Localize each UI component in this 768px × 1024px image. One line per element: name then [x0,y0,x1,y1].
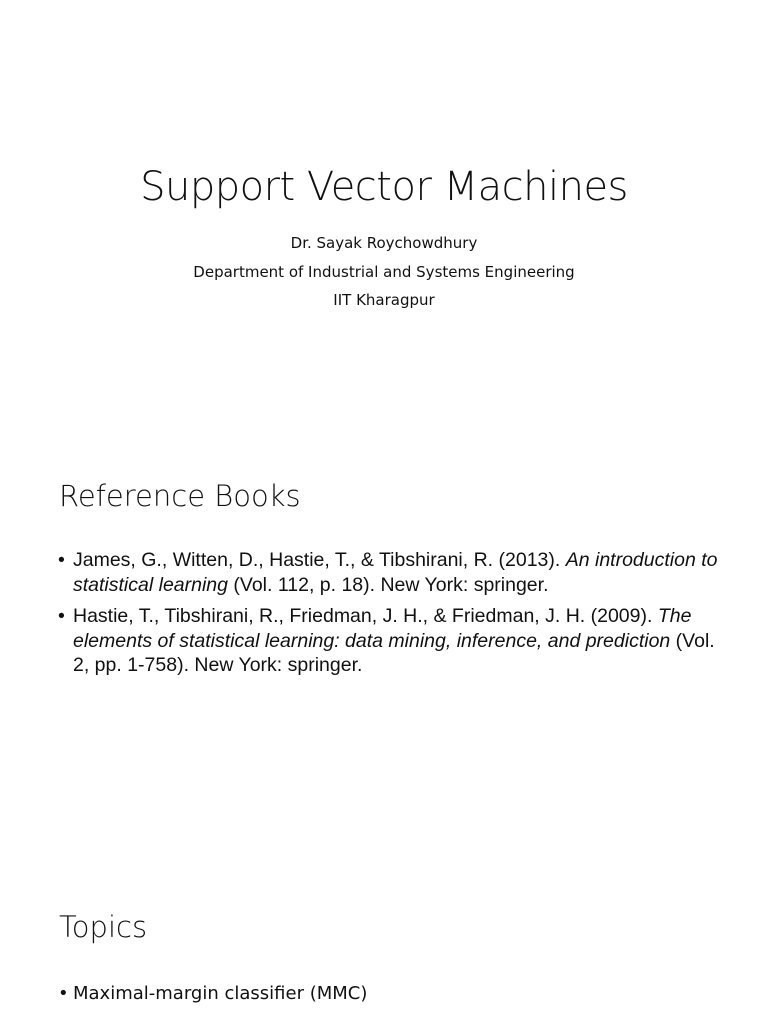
references-slide [0,470,768,900]
reference-list [58,548,728,685]
reference-authors: Hastie, T., Tibshirani, R., Friedman, J. H., & Friedman, J. H. (2009). [73,605,658,627]
bullet-icon: • [58,605,65,627]
topics-heading: Topics [59,910,148,944]
institute-name: IIT Kharagpur [333,291,435,309]
department-name: Department of Industrial and Systems Engineering [193,262,575,281]
reference-details: (Vol. 2, pp. 1-758). New York: springer. [73,629,715,676]
references-heading: Reference Books [59,479,301,513]
list-item [58,548,728,597]
reference-details: (Vol. 112, p. 18). New York: springer. [228,573,549,596]
reference-book-title: An introduction to statistical learning [73,549,718,596]
bullet-icon: • [58,983,69,1004]
presentation-title: Support Vector Machines [140,164,628,210]
topic-list [58,982,718,1006]
title-slide [0,0,768,400]
reference-book-title: The elements of statistical learning: data mining, inference, and prediction [73,605,692,652]
topics-slide [0,900,768,1024]
author-name: Dr. Sayak Roychowdhury [290,234,478,252]
reference-authors: James, G., Witten, D., Hastie, T., & Tibshirani, R. (2013). [73,549,566,571]
topic-label: Maximal-margin classifier (MMC) [73,983,368,1004]
list-item [58,982,718,1006]
bullet-icon: • [58,549,65,571]
author-block [0,229,768,315]
list-item [58,604,728,678]
